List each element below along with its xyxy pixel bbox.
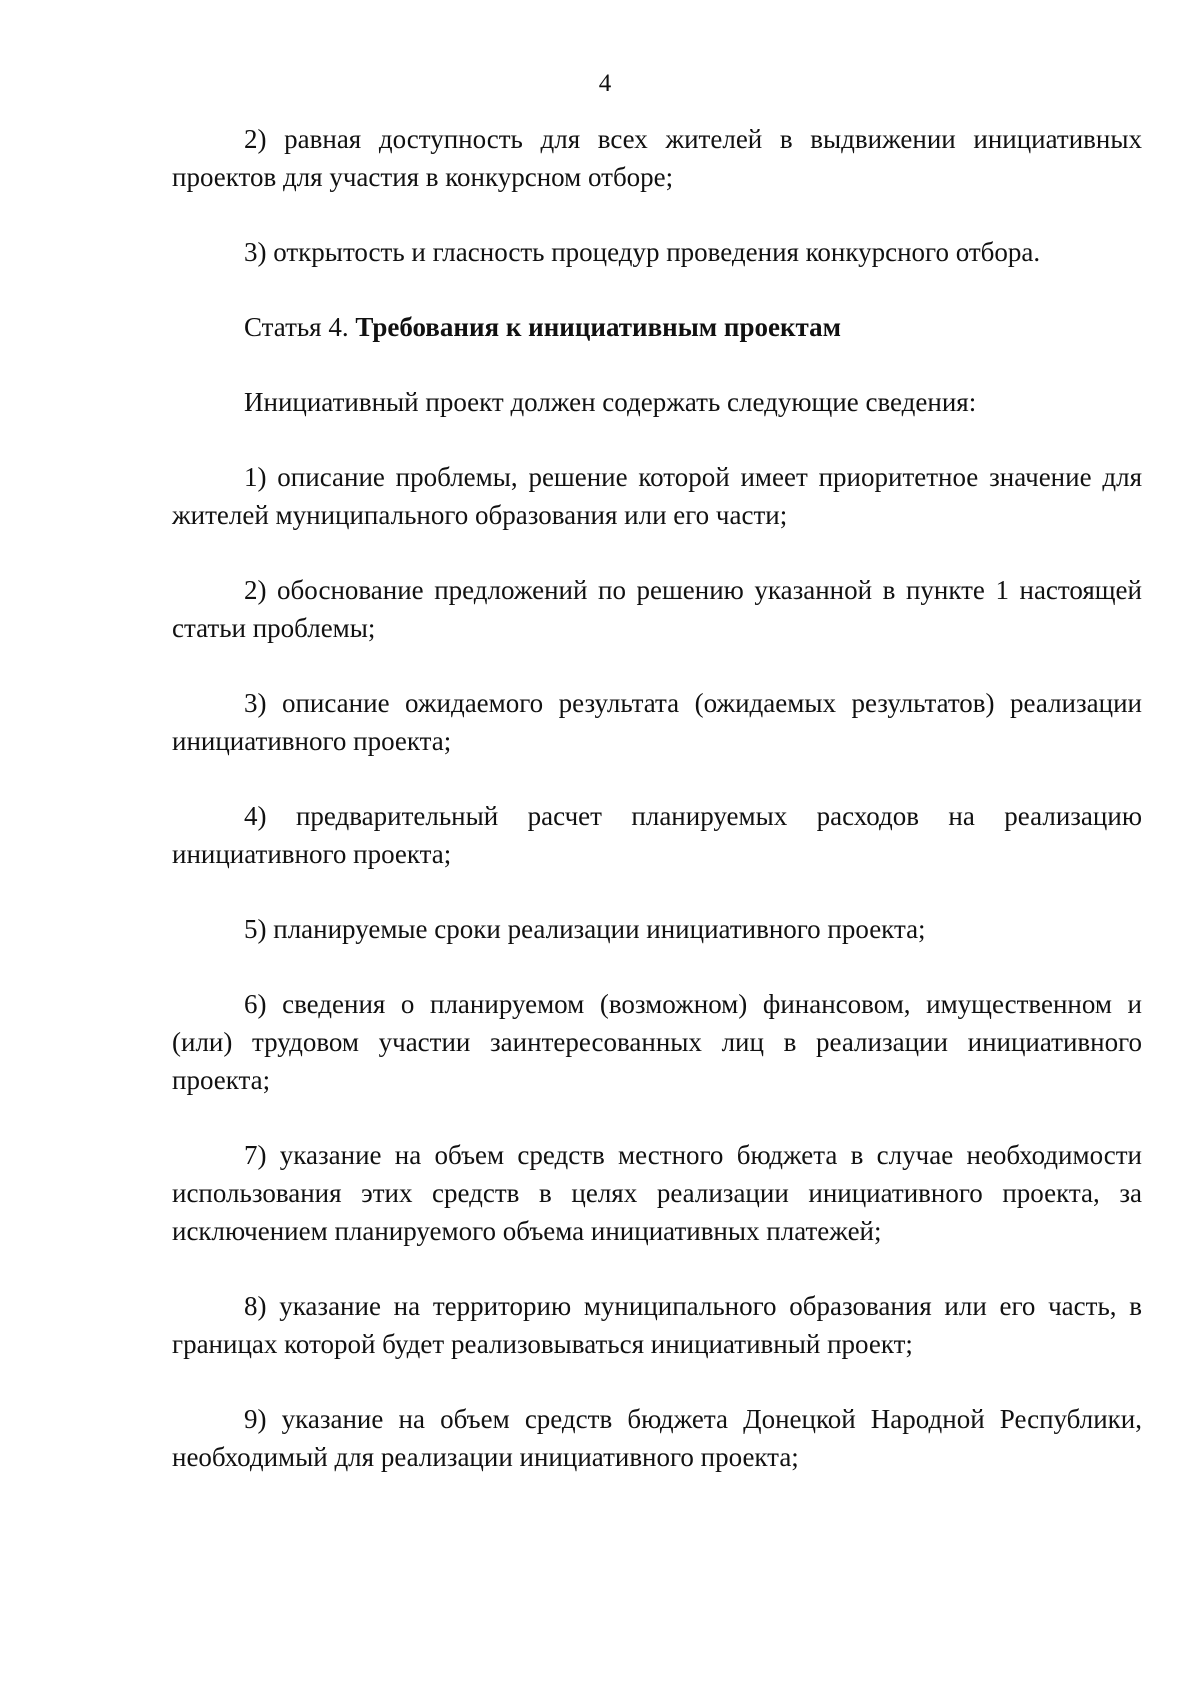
article-prefix: Статья 4. (244, 312, 356, 342)
article-title: Требования к инициативным проектам (355, 312, 842, 342)
requirement-item-3: 3) описание ожидаемого результата (ожидаемых результатов) реализации инициативного проекта; (172, 688, 1142, 756)
requirement-item-7: 7) указание на объем средств местного бюджета в случае необходимости использования этих средств в целях реализации инициативного проекта, за исключением планируемого объема инициативных платежей; (172, 1140, 1142, 1246)
page-number: 4 (598, 70, 612, 97)
principle-item-2: 2) равная доступность для всех жителей в выдвижении инициативных проектов для участия в конкурсном отборе; (172, 124, 1142, 192)
requirement-item-1: 1) описание проблемы, решение которой имеет приоритетное значение для жителей муниципального образования или его части; (172, 462, 1142, 530)
article-intro: Инициативный проект должен содержать следующие сведения: (244, 387, 977, 417)
document-body (172, 120, 1142, 1513)
requirement-item-9: 9) указание на объем средств бюджета Донецкой Народной Республики, необходимый для реализации инициативного проекта; (172, 1404, 1142, 1472)
requirement-item-8: 8) указание на территорию муниципального образования или его часть, в границах которой будет реализовываться инициативный проект; (172, 1291, 1142, 1359)
principle-item-3: 3) открытость и гласность процедур проведения конкурсного отбора. (244, 237, 1041, 267)
requirement-item-5: 5) планируемые сроки реализации инициативного проекта; (244, 914, 926, 944)
requirement-item-2: 2) обоснование предложений по решению указанной в пункте 1 настоящей статьи проблемы; (172, 575, 1142, 643)
requirement-item-6: 6) сведения о планируемом (возможном) финансовом, имущественном и (или) трудовом участии заинтересованных лиц в реализации инициативного проекта; (172, 989, 1142, 1095)
article-heading (172, 308, 1142, 346)
requirement-item-4: 4) предварительный расчет планируемых расходов на реализацию инициативного проекта; (172, 801, 1142, 869)
